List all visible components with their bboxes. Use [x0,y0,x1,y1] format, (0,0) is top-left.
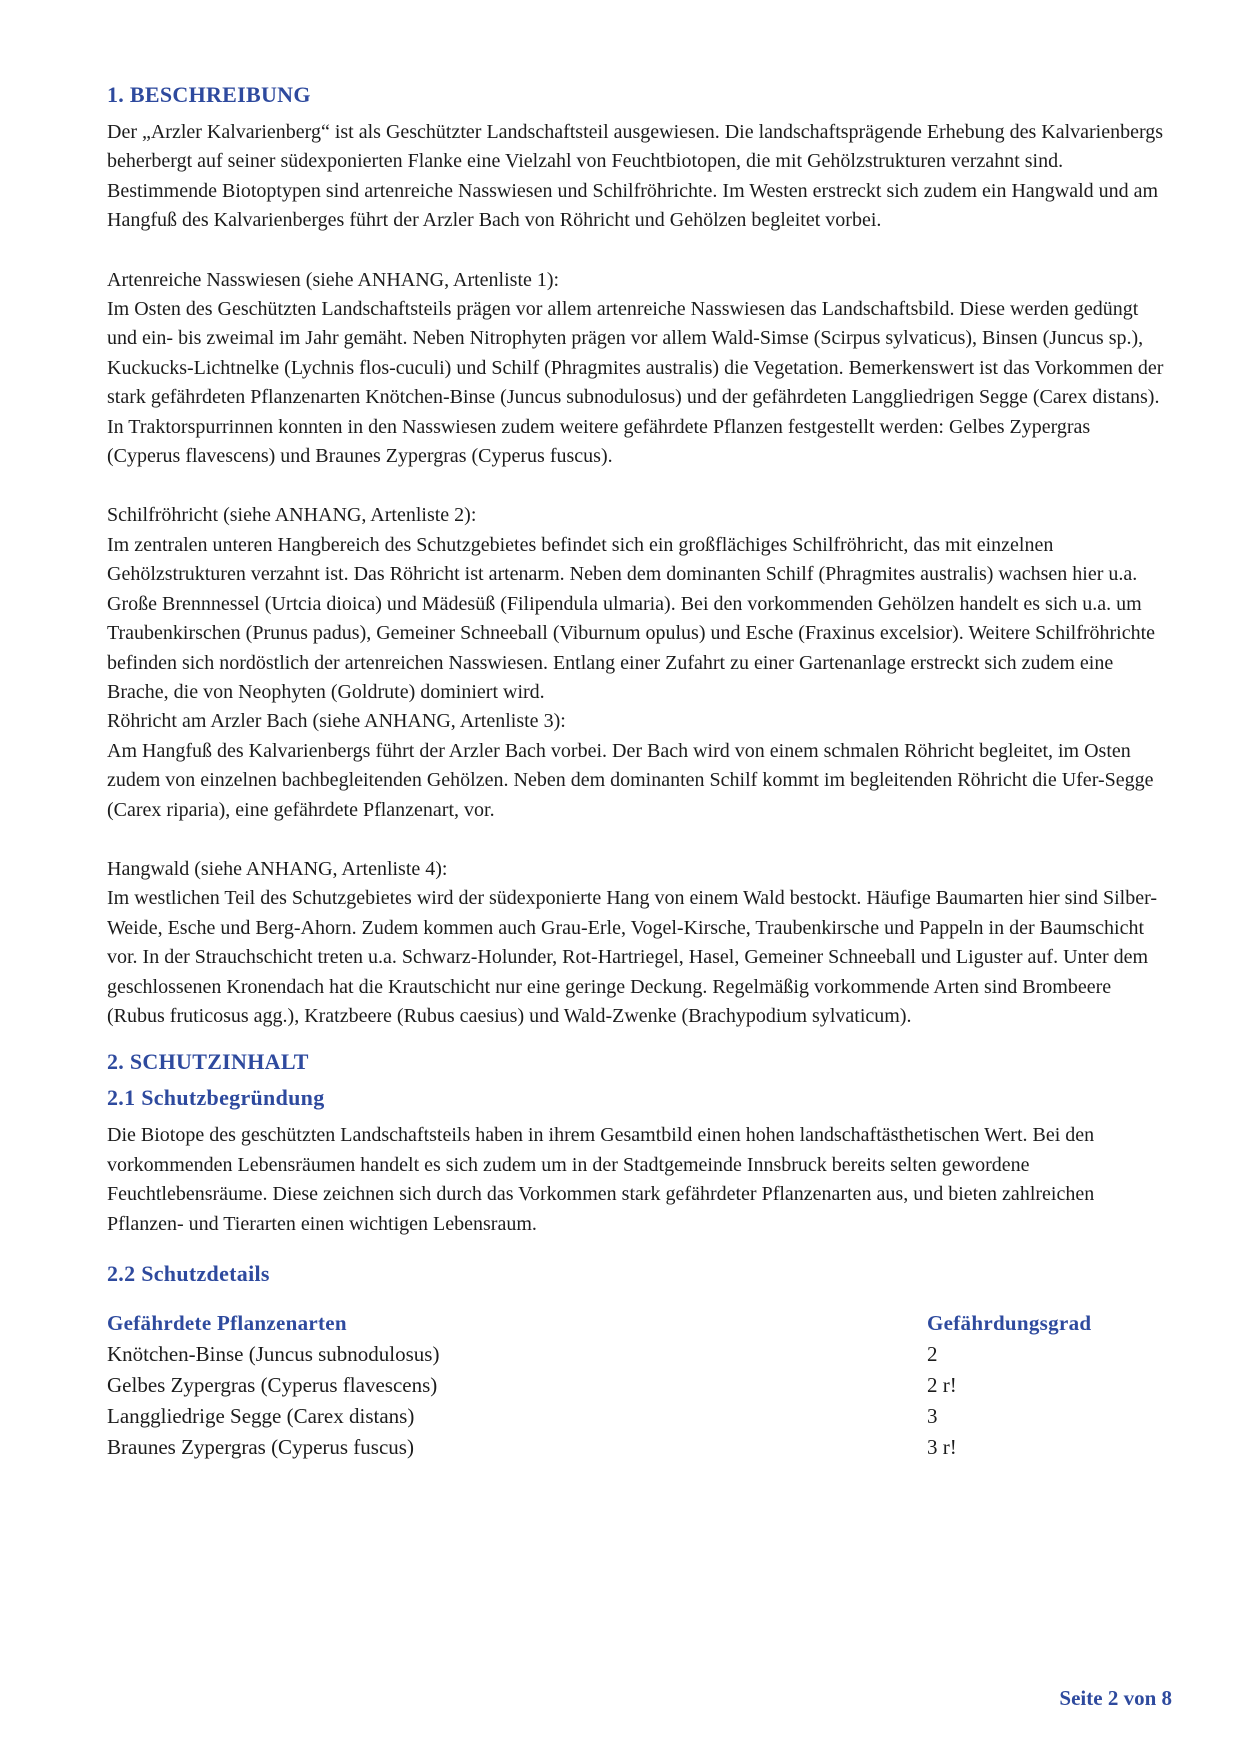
species-grade: 2 r! [927,1373,957,1397]
species-grade: 3 [927,1404,938,1428]
bach-paragraph: Am Hangfuß des Kalvarienbergs führt der Arzler Bach vorbei. Der Bach wird von einem schmalen Röhricht begleitet, im Osten zudem von einzelnen bachbegleitenden Gehölzen. Neben dem dominanten Schilf kommt im begleitenden Röhricht die Ufer-Segge (Carex riparia), eine gefährdete Pflanzenart, vor. [107,739,1154,821]
spacer [107,471,1167,501]
table-row [107,1432,1117,1463]
species-name: Gelbes Zypergras (Cyperus flavescens) [107,1373,438,1397]
spacer [107,825,1167,855]
section-heading-schutzinhalt: 2. SCHUTZINHALT [107,1049,309,1075]
table-row [107,1339,1117,1370]
bach-title: Röhricht am Arzler Bach (siehe ANHANG, Artenliste 3): [107,710,566,733]
subsection-heading-schutzbegruendung: 2.1 Schutzbegründung [107,1085,325,1111]
species-grade: 2 [927,1342,938,1366]
column-header-species: Gefährdete Pflanzenarten [107,1311,347,1335]
schilf-title: Schilfröhricht (siehe ANHANG, Artenliste 2): [107,504,477,527]
document-page [107,82,1167,1463]
species-grade: 3 r! [927,1435,957,1459]
table-header-row [107,1307,1117,1339]
column-header-grade: Gefährdungsgrad [927,1311,1092,1335]
species-name: Braunes Zypergras (Cyperus fuscus) [107,1435,414,1459]
intro-paragraph: Der „Arzler Kalvarienberg“ ist als Geschützter Landschaftsteil ausgewiesen. Die landschaftsprägende Erhebung des Kalvarienbergs beherbergt auf seiner südexponierten Flanke eine Vielzahl von Feuchtbiotopen, die mit Gehölzstrukturen verzahnt sind. Bestimmende Biotoptypen sind artenreiche Nasswiesen und Schilfröhrichte. Im Westen erstreckt sich zudem ein Hangwald und am Hangfuß des Kalvarienberges führt der Arzler Bach von Röhricht und Gehölzen begleitet vorbei. [107,121,1164,232]
section-heading-beschreibung: 1. BESCHREIBUNG [107,82,311,107]
species-table [107,1307,1117,1463]
nasswiesen-title: Artenreiche Nasswiesen (siehe ANHANG, Artenliste 1): [107,268,560,291]
hangwald-paragraph: Im westlichen Teil des Schutzgebietes wird der südexponierte Hang von einem Wald bestockt. Häufige Baumarten hier sind Silber-Weide, Esche und Berg-Ahorn. Zudem kommen auch Grau-Erle, Vogel-Kirsche, Traubenkirsche und Pappeln in der Baumschicht vor. In der Strauchschicht treten u.a. Schwarz-Holunder, Rot-Hartriegel, Hasel, Gemeiner Schneeball und Liguster auf. Unter dem geschlossenen Kronendach hat die Krautschicht nur eine geringe Deckung. Regelmäßig vorkommende Arten sind Brombeere (Rubus fruticosus agg.), Kratzbeere (Rubus caesius) und Wald-Zwenke (Brachypodium sylvaticum). [107,887,1158,1027]
table-row [107,1401,1117,1432]
spacer [107,236,1167,266]
page-number: Seite 2 von 8 [1059,1686,1172,1710]
hangwald-title: Hangwald (siehe ANHANG, Artenliste 4): [107,857,448,880]
nasswiesen-paragraph: Im Osten des Geschützten Landschaftsteils prägen vor allem artenreiche Nasswiesen das Landschaftsbild. Diese werden gedüngt und ein- bis zweimal im Jahr gemäht. Neben Nitrophyten prägen vor allem Wald-Simse (Scirpus sylvaticus), Binsen (Juncus sp.), Kuckucks-Lichtnelke (Lychnis flos-cuculi) und Schilf (Phragmites australis) die Vegetation. Bemerkenswert ist das Vorkommen der stark gefährdeten Pflanzenarten Knötchen-Binse (Juncus subnodulosus) und der gefährdeten Langgliedrigen Segge (Carex distans). In Traktorspurrinnen konnten in den Nasswiesen zudem weitere gefährdete Pflanzen festgestellt werden: Gelbes Zypergras (Cyperus flavescens) und Braunes Zypergras (Cyperus fuscus). [107,298,1164,468]
species-name: Knötchen-Binse (Juncus subnodulosus) [107,1342,440,1366]
species-name: Langgliedrige Segge (Carex distans) [107,1404,415,1428]
schutzbegruendung-paragraph: Die Biotope des geschützten Landschaftsteils haben in ihrem Gesamtbild einen hohen landschaftästhetischen Wert. Bei den vorkommenden Lebensräumen handelt es sich zudem um in der Stadtgemeinde Innsbruck bereits selten gewordene Feuchtlebensräume. Diese zeichnen sich durch das Vorkommen stark gefährdeter Pflanzenarten aus, und bieten zahlreichen Pflanzen- und Tierarten einen wichtigen Lebensraum. [107,1124,1095,1235]
schilf-paragraph: Im zentralen unteren Hangbereich des Schutzgebietes befindet sich ein großflächiges Schilfröhricht, das mit einzelnen Gehölzstrukturen verzahnt ist. Das Röhricht ist artenarm. Neben dem dominanten Schilf (Phragmites australis) wachsen hier u.a. Große Brennnessel (Urtcia dioica) und Mädesüß (Filipendula ulmaria). Bei den vorkommenden Gehölzen handelt es sich u.a. um Traubenkirschen (Prunus padus), Gemeiner Schneeball (Viburnum opulus) und Esche (Fraxinus excelsior). Weitere Schilfröhrichte befinden sich nordöstlich der artenreichen Nasswiesen. Entlang einer Zufahrt zu einer Gartenanlage erstreckt sich zudem eine Brache, die von Neophyten (Goldrute) dominiert wird. [107,533,1156,703]
table-row [107,1370,1117,1401]
subsection-heading-schutzdetails: 2.2 Schutzdetails [107,1261,270,1286]
